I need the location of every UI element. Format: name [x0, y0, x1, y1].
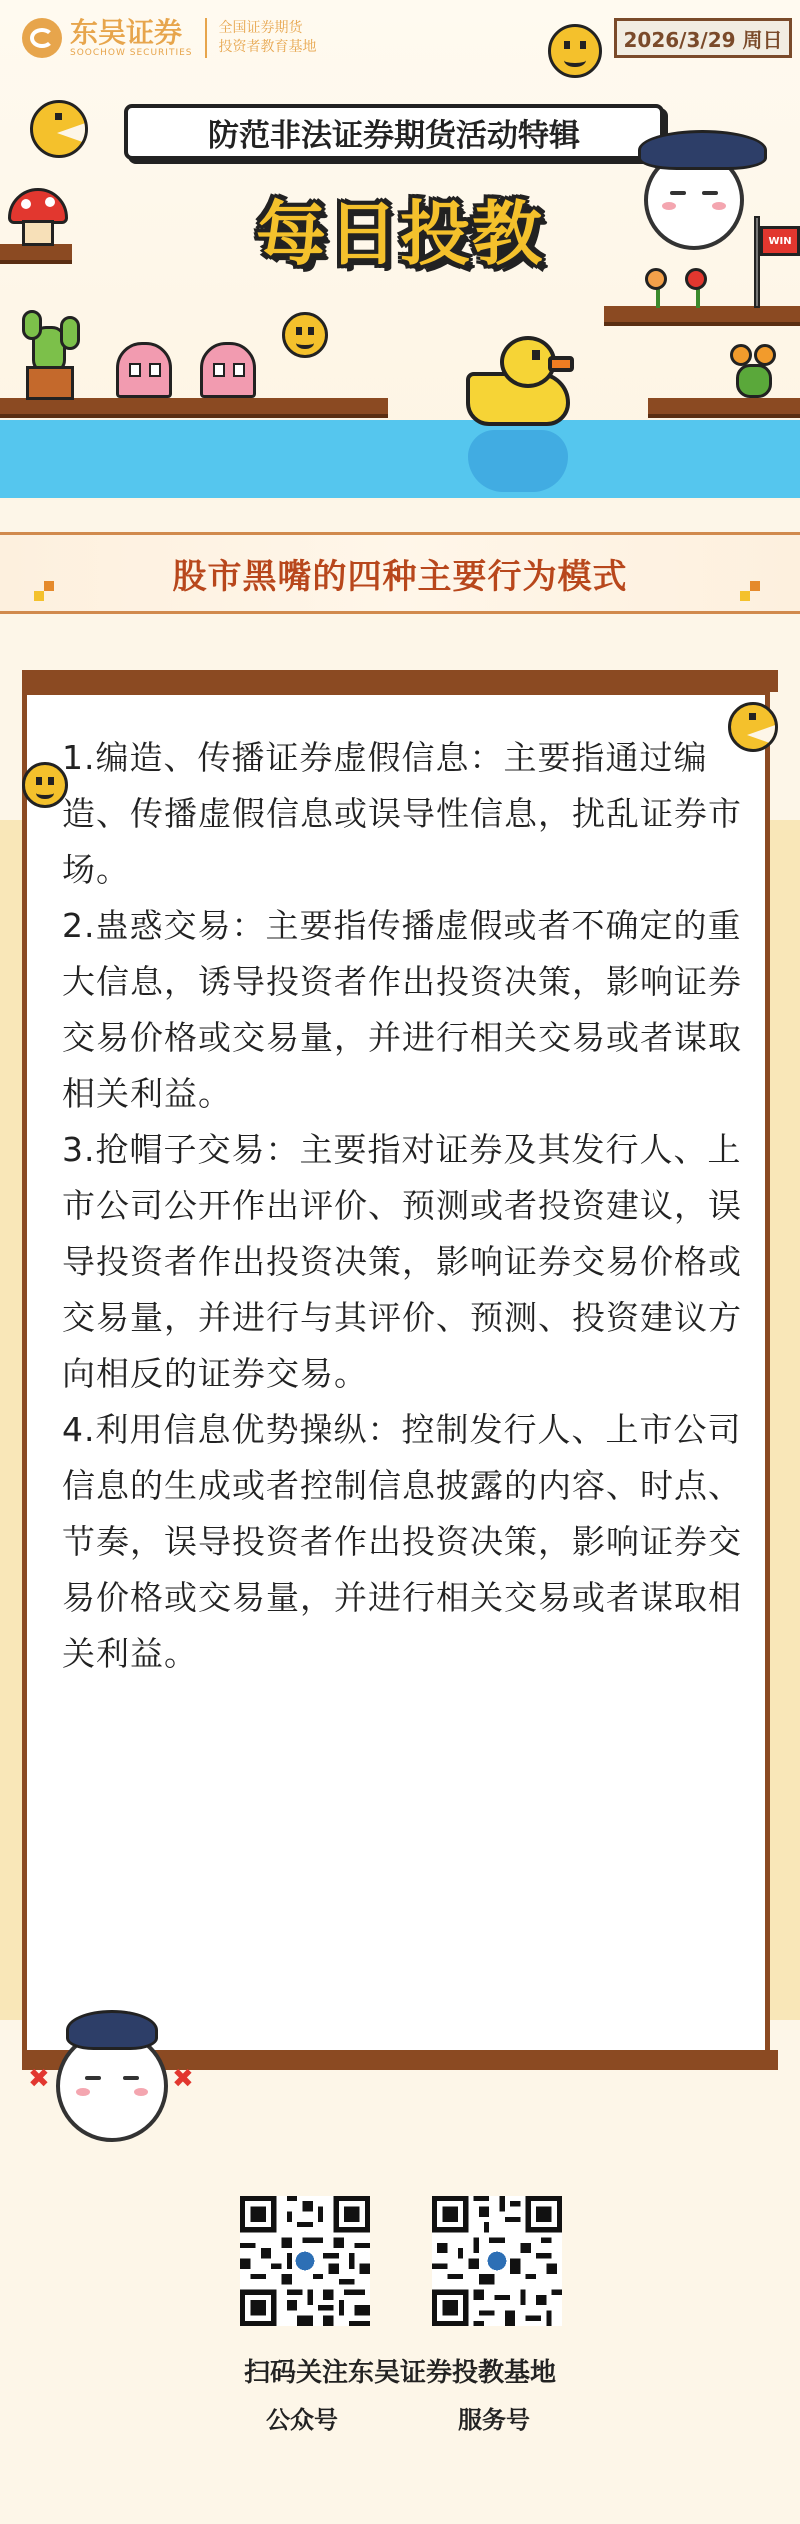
mascot-icon [56, 2030, 168, 2142]
sparkle-icon [740, 591, 750, 601]
page-title: 每日投教 [256, 193, 544, 275]
content-text [62, 730, 742, 1682]
header-banner [0, 0, 800, 500]
flower-icon [730, 344, 780, 400]
smiley-icon [548, 24, 602, 78]
flower-icon [645, 268, 667, 290]
water-band [0, 420, 800, 498]
section-heading-band [0, 532, 800, 614]
smiley-icon [282, 312, 328, 358]
qr-caption: 扫码关注东吴证券投教基地 [243, 2358, 556, 2388]
brand-logo [22, 14, 317, 62]
content-item-3: 3.抢帽子交易：主要指对证券及其发行人、上市公司公开作出评价、预测或者投资建议，误导投资者作出投资决策，影响证券交易价格或交易量，并进行与其评价、预测、投资建议方向相反的证券交易。 [62, 1130, 742, 1393]
logo-english-name: SOOCHOW SECURITIES [70, 48, 193, 58]
right-bottom-shelf [648, 398, 800, 418]
logo-subtitle-line2: 投资者教育基地 [218, 39, 317, 55]
flag-icon: WIN [760, 226, 800, 256]
special-edition-title: 防范非法证券期货活动特辑 [124, 104, 664, 160]
logo-chinese-name: 东吴证券 [70, 16, 183, 49]
mushroom-icon [8, 188, 68, 248]
qr-right-label: 服务号 [458, 2405, 530, 2434]
flower-icon [685, 268, 707, 290]
right-top-shelf [604, 306, 800, 326]
duck-reflection [468, 430, 568, 492]
qr-code-icon [240, 2196, 370, 2326]
mascot-icon [644, 150, 744, 250]
pacman-icon [30, 100, 88, 158]
sparkle-icon [750, 581, 760, 591]
logo-divider [205, 18, 207, 58]
close-icon: ✖ [28, 2064, 50, 2094]
sparkle-icon [44, 581, 54, 591]
content-item-4: 4.利用信息优势操纵：控制发行人、上市公司信息的生成或者控制信息披露的内容、时点、节奏，误导投资者作出投资决策，影响证券交易价格或交易量，并进行相关交易或者谋取相关利益。 [62, 1410, 742, 1673]
logo-icon [22, 18, 62, 58]
ghost-icon [200, 342, 256, 398]
qr-left-label: 公众号 [266, 2405, 338, 2434]
duck-icon [466, 336, 576, 428]
date-label: 2026/3/29 周日 [614, 18, 792, 58]
logo-subtitle-line1: 全国证券期货 [218, 20, 303, 36]
sparkle-icon [34, 591, 44, 601]
close-icon: ✖ [172, 2064, 194, 2094]
section-title: 股市黑嘴的四种主要行为模式 [172, 556, 628, 597]
ghost-icon [116, 342, 172, 398]
left-bottom-shelf [0, 398, 388, 418]
content-item-1: 1.编造、传播证券虚假信息：主要指通过编造、传播虚假信息或误导性信息，扰乱证券市场。 [62, 738, 742, 889]
content-item-2: 2.蛊惑交易：主要指传播虚假或者不确定的重大信息，诱导投资者作出投资决策，影响证券交易价格或交易量，并进行相关交易或者谋取相关利益。 [62, 906, 742, 1113]
qr-code-icon [432, 2196, 562, 2326]
